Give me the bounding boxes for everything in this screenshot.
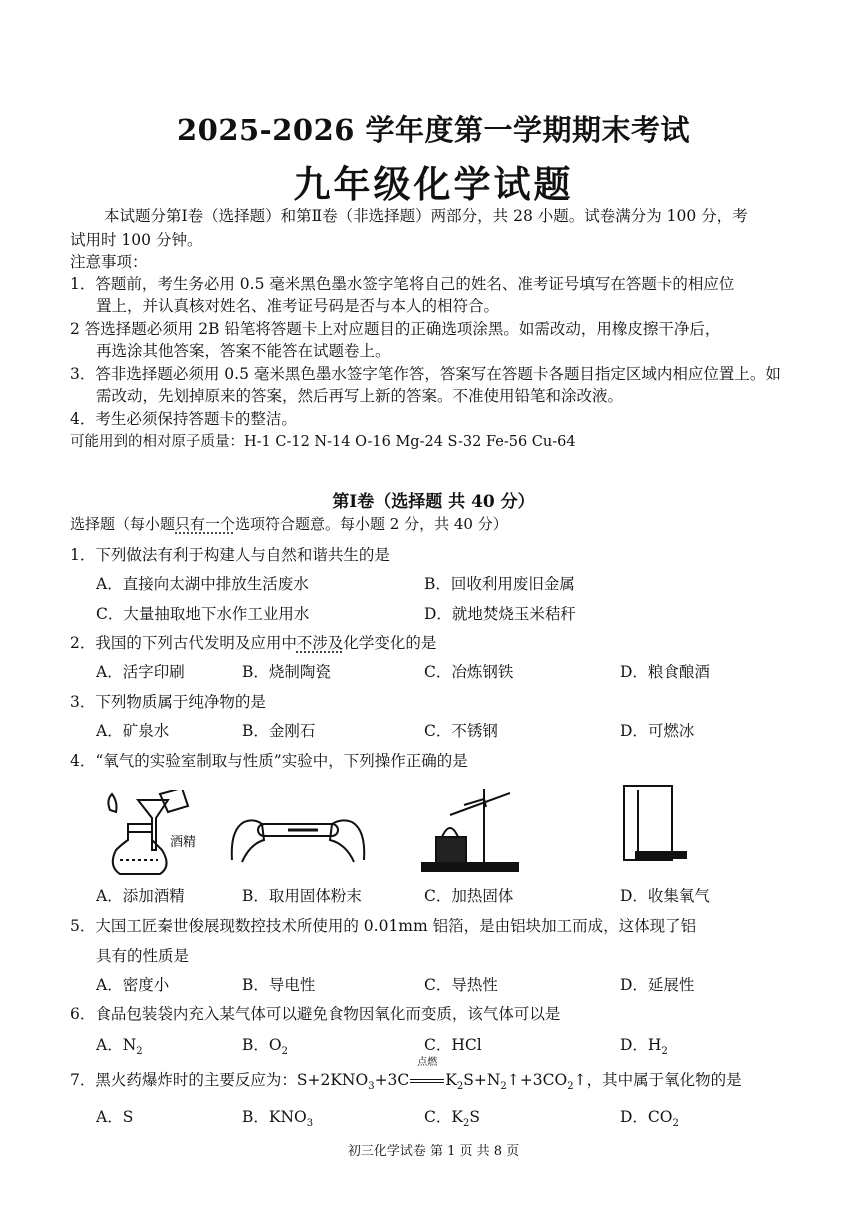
q2-stem: [70, 633, 436, 653]
q2-option-b: B．烧制陶瓷: [242, 663, 331, 681]
q6-b-text: B．O: [242, 1036, 282, 1054]
q7-mid3: S+N: [463, 1071, 501, 1089]
q7-d-sub: 2: [672, 1118, 679, 1130]
figure-take-powder: [228, 800, 368, 870]
q6-d-text: D．H: [620, 1036, 662, 1054]
notice-1a: 1．答题前，考生务必用 0.5 毫米黑色墨水签字笔将自己的姓名、准考证号填写在答题卡的相应位: [70, 275, 735, 293]
q7-sub3: 2: [500, 1081, 507, 1093]
q2-stem-post: 化学变化的是: [343, 634, 437, 652]
exam-subject-title: 九年级化学试题: [293, 162, 574, 206]
q2-stem-emphasis: 不涉及: [296, 634, 344, 652]
q7-c-post: S: [469, 1108, 480, 1126]
q2-option-a: A．活字印刷: [96, 663, 185, 681]
notice-3b: 需改动，先划掉原来的答案，然后再写上新的答案。不准使用铅笔和涂改液。: [96, 387, 624, 405]
q6-a-sub: 2: [136, 1046, 143, 1058]
q4-option-b: B．取用固体粉末: [242, 887, 362, 905]
instr-pre: 选择题（每小题: [70, 515, 176, 533]
q2-option-c: C．冶炼钢铁: [424, 663, 514, 681]
q1-option-d: D．就地焚烧玉米秸秆: [424, 605, 576, 623]
fig-label-alcohol: 酒精: [170, 835, 197, 850]
intro-line-2: 试用时 100 分钟。: [70, 231, 203, 249]
figure-heat-solid: [420, 775, 530, 875]
section-instructions: [70, 514, 508, 534]
q7-option-c: [424, 1107, 480, 1134]
q7-mid2: K: [445, 1071, 457, 1089]
q7-option-b: [242, 1107, 313, 1134]
notice-title: 注意事项：: [70, 253, 148, 271]
q7-reaction-arrow: [409, 1057, 445, 1090]
q7-sub4: 2: [567, 1081, 574, 1093]
q6-stem: 6．食品包装袋内充入某气体可以避免食物因氧化而变质，该气体可以是: [70, 1005, 561, 1023]
q7-mid4: ↑+3CO: [506, 1071, 568, 1089]
q7-c-text: C．K: [424, 1108, 463, 1126]
section-title: 第Ⅰ卷（选择题 共 40 分）: [332, 492, 535, 512]
q6-a-text: A．N: [96, 1036, 137, 1054]
q6-option-c: C．HCl: [424, 1036, 482, 1054]
q7-pre: 7．黑火药爆炸时的主要反应为：S+2KNO: [70, 1071, 369, 1089]
q5-option-a: A．密度小: [96, 976, 170, 994]
notice-4: 4．考生必须保持答题卡的整洁。: [70, 410, 297, 428]
notice-2a: 2 答选择题必须用 2B 铅笔将答题卡上对应题目的正确选项涂黑。如需改动，用橡皮擦干净后，: [70, 320, 721, 338]
notice-1b: 置上，并认真核对姓名、准考证号码是否与本人的相符合。: [96, 297, 500, 315]
q3-option-d: D．可燃冰: [620, 722, 695, 740]
q7-sub2: 2: [456, 1081, 464, 1093]
q7-sub1: 3: [368, 1081, 375, 1093]
q7-post: ↑，其中属于氧化物的是: [573, 1071, 742, 1089]
q5-stem-line2: 具有的性质是: [96, 947, 190, 965]
q5-stem-line1: 5．大国工匠秦世俊展现数控技术所使用的 0.01mm 铝箔，是由铝块加工而成，这体现了铝: [70, 917, 697, 935]
q4-option-d: D．收集氧气: [620, 887, 710, 905]
q6-option-b: [242, 1035, 288, 1062]
q1-stem: 1．下列做法有利于构建人与自然和谐共生的是: [70, 546, 390, 564]
q6-option-a: [96, 1035, 143, 1062]
q5-option-b: B．导电性: [242, 976, 316, 994]
q7-mid1: +3C: [374, 1071, 410, 1089]
q5-option-d: D．延展性: [620, 976, 695, 994]
exam-title: 2025-2026 学年度第一学期期末考试: [176, 113, 691, 147]
q7-option-a: A．S: [96, 1108, 134, 1126]
q1-option-a: A．直接向太湖中排放生活废水: [96, 575, 309, 593]
q7-condition: 点燃: [417, 1057, 438, 1068]
figure-collect-oxygen: [612, 782, 692, 872]
q7-b-sub: 3: [306, 1118, 314, 1130]
q7-option-d: [620, 1107, 679, 1134]
q2-stem-pre: 2．我国的下列古代发明及应用中: [70, 634, 297, 652]
q3-stem: 3．下列物质属于纯净物的是: [70, 693, 266, 711]
q4-option-a: A．添加酒精: [96, 887, 185, 905]
q1-option-c: C．大量抽取地下水作工业用水: [96, 605, 310, 623]
q6-d-sub: 2: [661, 1046, 668, 1058]
q2-option-d: D．粮食酿酒: [620, 663, 710, 681]
q1-option-b: B．回收利用废旧金属: [424, 575, 575, 593]
instr-emphasis: 只有一个: [175, 515, 236, 533]
page-footer: 初三化学试卷 第 1 页 共 8 页: [347, 1144, 520, 1159]
instr-post: 选项符合题意。每小题 2 分，共 40 分）: [235, 515, 508, 533]
q7-c-sub: 2: [462, 1118, 470, 1130]
q7-stem: [70, 1057, 742, 1097]
notice-3a: 3．答非选择题必须用 0.5 毫米黑色墨水签字笔作答，答案写在答题卡各题目指定区域内相应位置上。如: [70, 365, 781, 383]
q7-d-text: D．CO: [620, 1108, 673, 1126]
q6-b-sub: 2: [281, 1046, 288, 1058]
q3-option-b: B．金刚石: [242, 722, 316, 740]
q4-stem: 4．“氧气的实验室制取与性质”实验中，下列操作正确的是: [70, 752, 468, 770]
atomic-masses: 可能用到的相对原子质量：H-1 C-12 N-14 O-16 Mg-24 S-32 Fe-56 Cu-64: [70, 434, 576, 450]
figure-add-alcohol: [98, 790, 208, 880]
q3-option-a: A．矿泉水: [96, 722, 170, 740]
notice-2b: 再选涂其他答案，答案不能答在试题卷上。: [96, 342, 391, 360]
q7-b-text: B．KNO: [242, 1108, 307, 1126]
q3-option-c: C．不锈钢: [424, 722, 498, 740]
intro-line-1: 本试题分第Ⅰ卷（选择题）和第Ⅱ卷（非选择题）两部分，共 28 小题。试卷满分为 100 分，考: [104, 207, 748, 225]
q5-option-c: C．导热性: [424, 976, 498, 994]
q4-option-c: C．加热固体: [424, 887, 514, 905]
q6-option-d: [620, 1035, 668, 1062]
